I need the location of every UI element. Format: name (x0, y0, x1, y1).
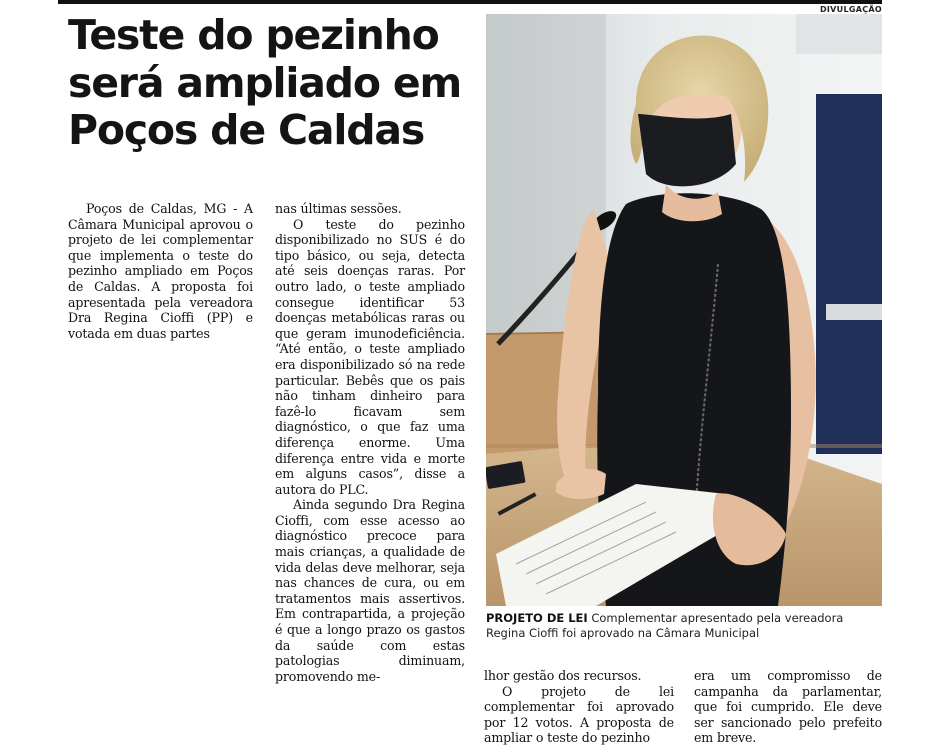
headline-line-1: Teste do pezinho (68, 11, 439, 59)
photo-credit: DIVULGAÇÃO (819, 5, 882, 14)
headline-line-3: Poços de Caldas (68, 106, 425, 155)
article-column-3 (484, 668, 674, 746)
headline-line-2: será ampliado em (68, 58, 462, 107)
photo-caption (486, 611, 882, 641)
article-column-4 (694, 668, 882, 746)
paragraph: Poços de Caldas, MG - A Câmara Municipal aprovou o projeto de lei complementar que implementa o teste do pezinho ampliado em Poços de Caldas. A proposta foi apresentada pela vereadora Dra Regina Cioffi (PP) e votada em duas partes (68, 201, 253, 341)
headline (68, 12, 480, 155)
paragraph: Ainda segundo Dra Regina Cioffi, com esse acesso ao diagnóstico precoce para mais crianças, a qualidade de vida delas deve melhorar, seja nas chances de cura, ou em tratamentos mais assertivos. Em contrapartida, a projeção é que a longo prazo os gastos da saúde com estas patologias diminuam, promovendo me- (275, 497, 465, 684)
article-column-2 (275, 201, 465, 684)
paragraph: nas últimas sessões. (275, 201, 402, 216)
article-photo (486, 14, 882, 606)
paragraph: O teste do pezinho disponibilizado no SUS é do tipo básico, ou seja, detecta até seis doenças raras. Por outro lado, o teste ampliado consegue identificar 53 doenças metabólicas raras ou que geram imunodeficiência. “Até então, o teste ampliado era disponibilizado só na rede particular. Bebês que os pais não tinham dinheiro para fazê-lo ficavam sem diagnóstico, o que faz uma diferença enorme. Uma diferença entre vida e morte em alguns casos”, disse a autora do PLC. (275, 216, 465, 497)
paragraph: O projeto de lei complementar foi aprovado por 12 votos. A proposta de ampliar o teste do pezinho (484, 683, 674, 746)
caption-text: Complementar apresentado pela vereadora Regina Cioffi foi aprovado na Câmara Municipal (486, 611, 844, 640)
article-column-1 (68, 201, 253, 341)
paragraph: lhor gestão dos recursos. (484, 668, 642, 683)
paragraph: era um compromisso de campanha da parlamentar, que foi cumprido. Ele deve ser sancionado pelo prefeito em breve. (694, 668, 882, 746)
top-rule (58, 0, 882, 4)
caption-label: PROJETO DE LEI (486, 611, 588, 625)
